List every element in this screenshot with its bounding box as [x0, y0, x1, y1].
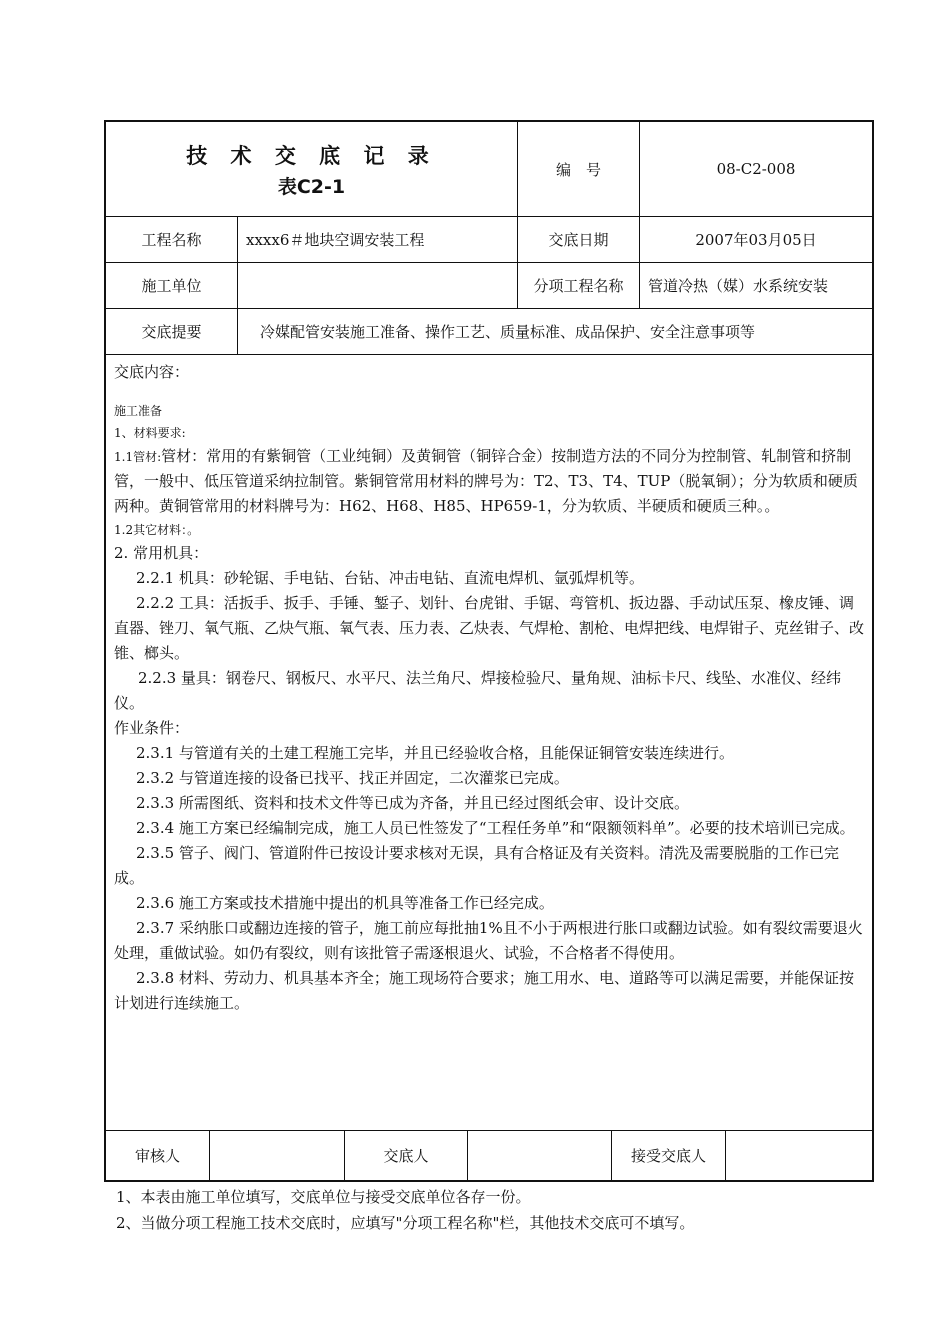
- reviewer-value: [209, 1131, 344, 1180]
- receiver-value: [725, 1131, 872, 1180]
- title-block: [106, 122, 517, 216]
- footnote-2: 2、当做分项工程施工技术交底时，应填写"分项工程名称"栏，其他技术交底可不填写。: [116, 1214, 695, 1232]
- discloser-value: [467, 1131, 611, 1180]
- condition-233: 2.3.3 所需图纸、资料和技术文件等已成为齐备，并且已经过图纸会审、设计交底。: [136, 794, 689, 812]
- contractor-value: [237, 263, 517, 308]
- contractor-label: 施工单位: [141, 277, 202, 295]
- pipe-label: 1.1管材:: [114, 450, 162, 464]
- form-title: 技 术 交 底 记 录: [186, 143, 437, 168]
- subitem-value: 管道冷热（媒）水系统安装: [639, 263, 872, 308]
- contractor-row: [106, 263, 872, 309]
- reviewer-label: 审核人: [134, 1147, 180, 1165]
- discloser-label: 交底人: [344, 1131, 467, 1180]
- project-name-label: 工程名称: [141, 231, 202, 249]
- tools-heading: 2. 常用机具：: [114, 544, 209, 562]
- form-subtitle: 表C2-1: [277, 175, 346, 198]
- receiver-label: 接受交底人: [611, 1131, 725, 1180]
- disclosure-form: [104, 120, 874, 1182]
- condition-231: 2.3.1 与管道有关的土建工程施工完毕，并且已经验收合格，且能保证铜管安装连续进行。: [136, 744, 734, 762]
- conditions-heading: 作业条件：: [114, 719, 190, 737]
- condition-234: 2.3.4 施工方案已经编制完成，施工人员已性签发了“工程任务单”和“限额领料单”。必要的技术培训已完成。: [136, 819, 855, 837]
- summary-row: [106, 309, 872, 355]
- pipe-text: 管材：常用的有紫铜管（工业纯铜）及黄铜管（铜锌合金）按制造方法的不同分为控制管、轧制管和挤制管，一般中、低压管道采纳拉制管。紫铜管常用材料的牌号为：T2、T3、T4、TUP（脱氧铜）；分为软质和硬质两种。黄铜管常用的材料牌号为：H62、H68、H85、HP659-1，分为软质、半硬质和硬质三种。。: [114, 447, 858, 515]
- condition-232: 2.3.2 与管道连接的设备已找平、找正并固定，二次灌浆已完成。: [136, 769, 569, 787]
- project-name-value: xxxx6＃地块空调安装工程: [237, 217, 517, 262]
- number-value: 08-C2-008: [639, 122, 872, 216]
- condition-238: 2.3.8 材料、劳动力、机具基本齐全；施工现场符合要求；施工用水、电、道路等可以满足需要，并能保证按计划进行连续施工。: [114, 969, 854, 1012]
- footnotes: [116, 1184, 694, 1236]
- condition-235: 2.3.5 管子、阀门、管道附件已按设计要求核对无误，具有合格证及有关资料。清洗及需要脱脂的工作已完成。: [114, 844, 839, 887]
- signature-row: [106, 1130, 872, 1180]
- condition-236: 2.3.6 施工方案或技术措施中提出的机具等准备工作已经完成。: [136, 894, 554, 912]
- pipe-paragraph: [114, 444, 864, 519]
- header-row: [106, 122, 872, 217]
- prep-heading: 施工准备: [114, 404, 163, 418]
- content-heading: 交底内容：: [114, 363, 190, 381]
- tools-hand: 2.2.2 工具：活扳手、扳手、手锤、錾子、划针、台虎钳、手锯、弯管机、扳边器、手动试压泵、橡皮锤、调直器、锉刀、氧气瓶、乙炔气瓶、氧气表、压力表、乙炔表、气焊枪、割枪、电焊把线、电焊钳子、克丝钳子、改锥、榔头。: [114, 594, 865, 662]
- other-materials: 1.2其它材料：。: [114, 523, 200, 537]
- footnote-1: 1、本表由施工单位填写，交底单位与接受交底单位各存一份。: [116, 1188, 531, 1206]
- disclosure-content: [106, 355, 872, 1132]
- material-requirements: 1、材料要求:: [114, 426, 186, 440]
- condition-237: 2.3.7 采纳胀口或翻边连接的管子，施工前应每批抽1%且不小于两根进行胀口或翻边试验。如有裂纹需要退火处理，重做试验。如仍有裂纹，则有该批管子需逐根退火、试验，不合格者不得使用。: [114, 919, 863, 962]
- summary-value: 冷媒配管安装施工准备、操作工艺、质量标准、成品保护、安全注意事项等: [237, 309, 872, 354]
- project-row: [106, 217, 872, 263]
- number-label: 编 号: [517, 122, 639, 216]
- subitem-label: 分项工程名称: [517, 263, 639, 308]
- tools-measure: 2.2.3 量具：钢卷尺、钢板尺、水平尺、法兰角尺、焊接检验尺、量角规、油标卡尺、线坠、水准仪、经纬仪。: [114, 669, 841, 712]
- summary-label: 交底提要: [141, 323, 202, 341]
- date-label: 交底日期: [517, 217, 639, 262]
- date-value: 2007年03月05日: [639, 217, 872, 262]
- tools-machines: 2.2.1 机具：砂轮锯、手电钻、台钻、冲击电钻、直流电焊机、氩弧焊机等。: [136, 569, 644, 587]
